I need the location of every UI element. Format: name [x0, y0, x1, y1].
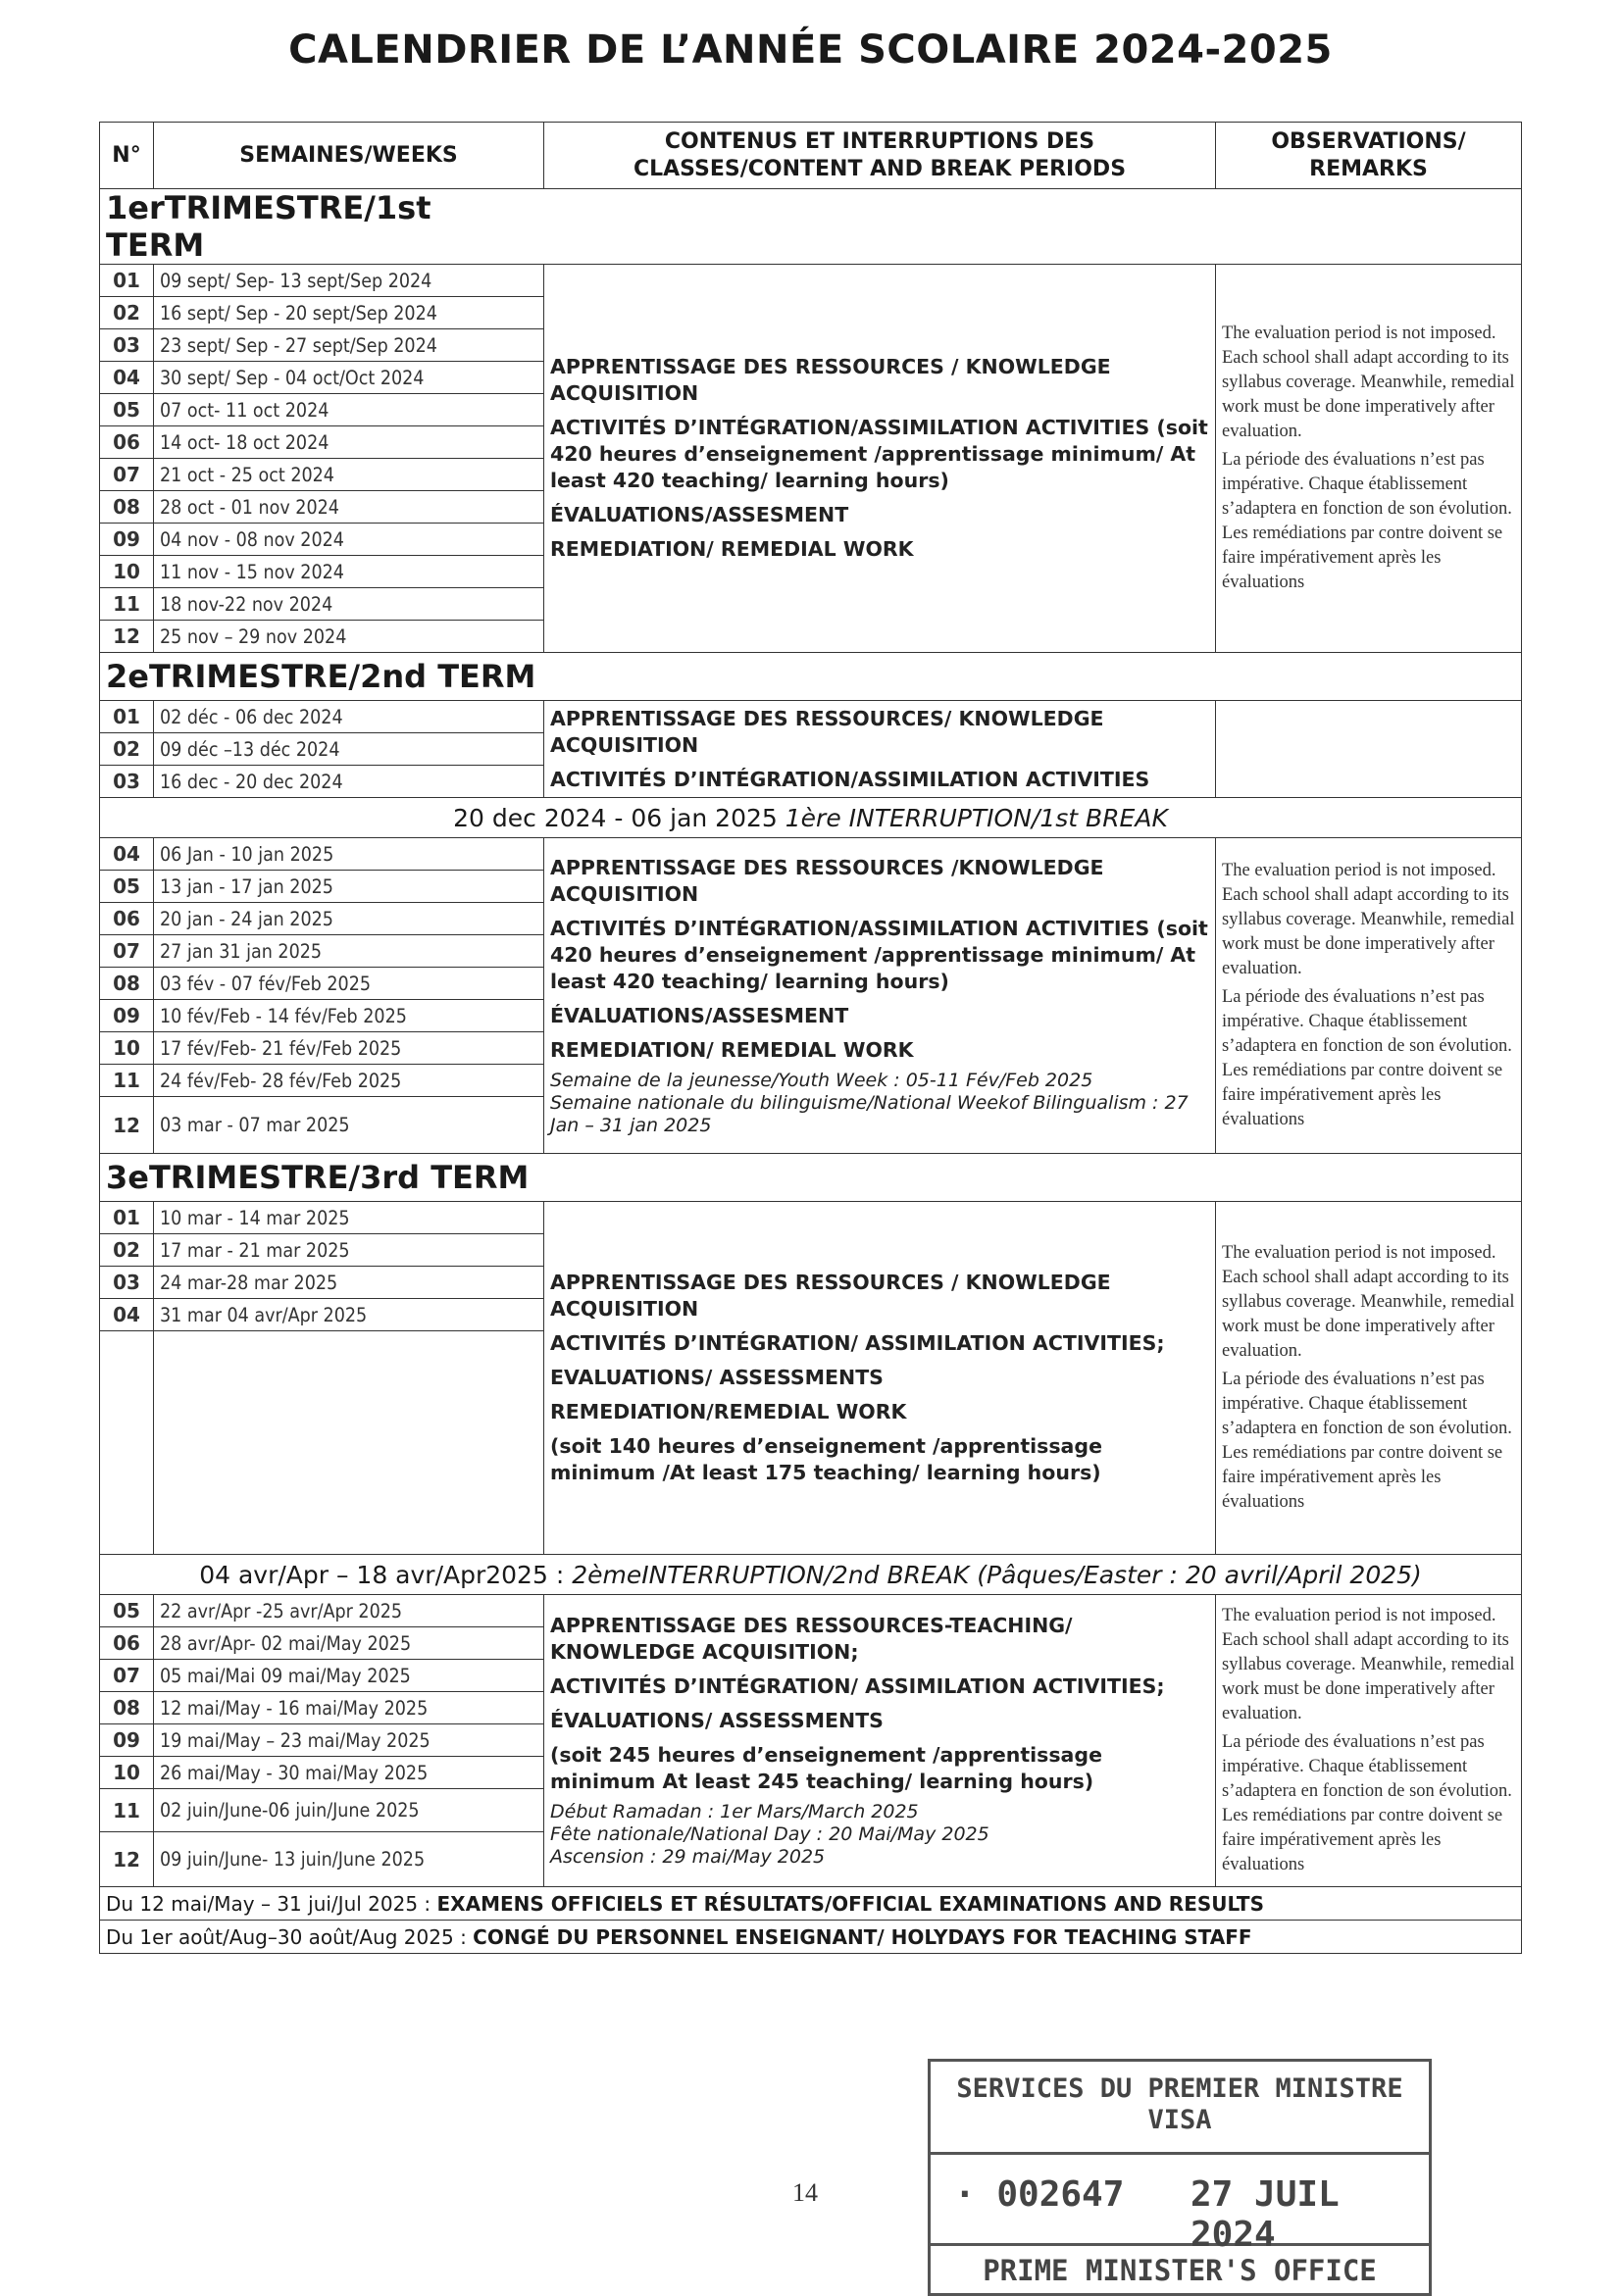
week-dates: 21 oct - 25 oct 2024: [154, 459, 544, 491]
term2b-observations-cell: [1216, 838, 1522, 1154]
observation-en: The evaluation period is not imposed. Each school shall adapt according to its syllabus coverage. Meanwhile, remedial work must be done imperatively after evaluation.: [1222, 1606, 1515, 1723]
term1-observations-cell: [1216, 265, 1522, 653]
term2a-content-line: APPRENTISSAGE DES RESSOURCES/ KNOWLEDGE ACQUISITION: [550, 706, 1104, 757]
term3a-content-line: APPRENTISSAGE DES RESSOURCES / KNOWLEDGE ACQUISITION: [550, 1271, 1111, 1321]
week-dates: 05 mai/Mai 09 mai/May 2025: [154, 1660, 544, 1692]
week-number: 05: [100, 394, 154, 426]
week-number: 11: [100, 1065, 154, 1097]
second-break-dates: 04 avr/Apr – 18 avr/Apr2025 :: [199, 1560, 565, 1589]
week-number: 03: [100, 766, 154, 798]
week-dates: 11 nov - 15 nov 2024: [154, 556, 544, 588]
week-number: 09: [100, 1000, 154, 1032]
observation-en: The evaluation period is not imposed. Each school shall adapt according to its syllabus coverage. Meanwhile, remedial work must be done imperatively after evaluation.: [1222, 1243, 1515, 1361]
week-number: 07: [100, 459, 154, 491]
week-number: 11: [100, 1789, 154, 1832]
term3a-content-cell: [544, 1202, 1216, 1555]
week-row: [100, 701, 1522, 733]
week-row: [100, 838, 1522, 871]
week-dates: 25 nov – 29 nov 2024: [154, 621, 544, 653]
second-break-label: 2èmeINTERRUPTION/2nd BREAK (Pâques/Easter : 20 avril/April 2025): [572, 1560, 1422, 1589]
term3a-content-line: (soit 140 heures d’enseignement /apprentissage minimum /At least 175 teaching/ learning hours): [550, 1434, 1102, 1484]
holidays-row: [100, 1921, 1522, 1954]
page-number: 14: [792, 2178, 818, 2207]
holidays-row-text: CONGÉ DU PERSONNEL ENSEIGNANT/ HOLYDAYS FOR TEACHING STAFF: [473, 1924, 1252, 1949]
exams-row-text: EXAMENS OFFICIELS ET RÉSULTATS/OFFICIAL EXAMINATIONS AND RESULTS: [436, 1891, 1264, 1916]
week-dates: 13 jan - 17 jan 2025: [154, 871, 544, 903]
first-break-label: 1ère INTERRUPTION/1st BREAK: [785, 803, 1168, 832]
week-dates: 17 fév/Feb- 21 fév/Feb 2025: [154, 1032, 544, 1065]
week-row: [100, 1595, 1522, 1627]
term2b-content-cell: [544, 838, 1216, 1154]
holidays-row-dates: Du 1er août/Aug–30 août/Aug 2025 :: [106, 1924, 467, 1949]
week-number: 07: [100, 1660, 154, 1692]
term1-header-row: [100, 189, 1522, 265]
week-dates: 02 juin/June-06 juin/June 2025: [154, 1789, 544, 1832]
second-break: [100, 1555, 1522, 1595]
week-dates: 03 fév - 07 fév/Feb 2025: [154, 968, 544, 1000]
week-dates: 24 mar-28 mar 2025: [154, 1267, 544, 1299]
week-dates: 09 juin/June- 13 juin/June 2025: [154, 1832, 544, 1887]
term3-header-row: [100, 1154, 1522, 1202]
stamp-box: [931, 2152, 1429, 2255]
week-number: 04: [100, 1299, 154, 1331]
week-number: 03: [100, 1267, 154, 1299]
term3-title: 3eTRIMESTRE/3rd TERM: [100, 1154, 544, 1202]
week-number: 08: [100, 491, 154, 524]
term2-title: 2eTRIMESTRE/2nd TERM: [100, 653, 544, 701]
week-dates: 19 mai/May – 23 mai/May 2025: [154, 1724, 544, 1757]
week-number: 09: [100, 524, 154, 556]
week-dates: 09 déc –13 déc 2024: [154, 733, 544, 766]
week-row: [100, 265, 1522, 297]
week-number: 12: [100, 1097, 154, 1154]
first-break-cell: [100, 798, 1522, 838]
week-dates: 20 jan - 24 jan 2025: [154, 903, 544, 935]
term2b-content-line: ÉVALUATIONS/ASSESMENT: [550, 1003, 849, 1027]
header-weeks: SEMAINES/WEEKS: [154, 123, 544, 189]
week-number: 07: [100, 935, 154, 968]
term1-content-line: ÉVALUATIONS/ASSESMENT: [550, 503, 849, 526]
term3a-content-line: REMEDIATION/REMEDIAL WORK: [550, 1400, 907, 1423]
week-dates: 18 nov-22 nov 2024: [154, 588, 544, 621]
week-dates: 14 oct- 18 oct 2024: [154, 426, 544, 459]
observation-en: The evaluation period is not imposed. Each school shall adapt according to its syllabus coverage. Meanwhile, remedial work must be done imperatively after evaluation.: [1222, 861, 1515, 978]
term3b-content-line: (soit 245 heures d’enseignement /apprentissage minimum At least 245 teaching/ learning hours): [550, 1743, 1102, 1793]
week-dates: 09 sept/ Sep- 13 sept/Sep 2024: [154, 265, 544, 297]
term3b-note: Début Ramadan : 1er Mars/March 2025: [550, 1801, 919, 1822]
week-dates: 03 mar - 07 mar 2025: [154, 1097, 544, 1154]
term3a-observations-cell: [1216, 1202, 1522, 1555]
term3-title-filler: [544, 1154, 1522, 1202]
stamp-date: 27 JUIL 2024: [1190, 2174, 1340, 2255]
term2b-note: Semaine de la jeunesse/Youth Week : 05-11 Fév/Feb 2025: [550, 1069, 1093, 1091]
exams-row: [100, 1887, 1522, 1921]
term1-content-line: ACTIVITÉS D’INTÉGRATION/ASSIMILATION ACTIVITIES (soit 420 heures d’enseignement /apprentissage minimum/ At least 420 teaching/ learning hours): [550, 416, 1208, 492]
exams-row-dates: Du 12 mai/May – 31 jui/Jul 2025 :: [106, 1891, 431, 1916]
filler-num: [100, 1331, 154, 1555]
week-dates: 16 sept/ Sep - 20 sept/Sep 2024: [154, 297, 544, 329]
week-dates: 28 avr/Apr- 02 mai/May 2025: [154, 1627, 544, 1660]
week-number: 01: [100, 1202, 154, 1234]
week-number: 02: [100, 297, 154, 329]
week-dates: 12 mai/May - 16 mai/May 2025: [154, 1692, 544, 1724]
term3a-content-line: ACTIVITÉS D’INTÉGRATION/ ASSIMILATION ACTIVITIES;: [550, 1331, 1165, 1355]
term2a-observations-cell: [1216, 701, 1522, 798]
week-number: 05: [100, 1595, 154, 1627]
header-num: N°: [100, 123, 154, 189]
week-number: 03: [100, 329, 154, 362]
week-number: 08: [100, 968, 154, 1000]
stamp-line2: VISA: [1147, 2105, 1212, 2135]
week-number: 02: [100, 733, 154, 766]
term2-header-row: [100, 653, 1522, 701]
week-number: 08: [100, 1692, 154, 1724]
term1-title-filler: [544, 189, 1522, 265]
week-number: 01: [100, 701, 154, 733]
week-dates: 23 sept/ Sep - 27 sept/Sep 2024: [154, 329, 544, 362]
observation-fr: La période des évaluations n’est pas impérative. Chaque établissement s’adaptera en fonction de son évolution. Les remédiations par contre doivent se faire impérativement après les évaluations: [1222, 1370, 1512, 1512]
week-number: 02: [100, 1234, 154, 1267]
holidays-row-cell: [100, 1921, 1522, 1954]
week-dates: 16 dec - 20 dec 2024: [154, 766, 544, 798]
week-number: 11: [100, 588, 154, 621]
week-number: 10: [100, 556, 154, 588]
week-dates: 26 mai/May - 30 mai/May 2025: [154, 1757, 544, 1789]
calendar-table: [99, 122, 1522, 1954]
stamp-ref: · 002647: [954, 2174, 1125, 2215]
week-dates: 04 nov - 08 nov 2024: [154, 524, 544, 556]
header-row: [100, 123, 1522, 189]
term2a-content-cell: [544, 701, 1216, 798]
week-number: 12: [100, 1832, 154, 1887]
week-dates: 24 fév/Feb- 28 fév/Feb 2025: [154, 1065, 544, 1097]
term2-title-filler: [544, 653, 1522, 701]
week-number: 01: [100, 265, 154, 297]
week-number: 05: [100, 871, 154, 903]
official-stamp: [928, 2059, 1432, 2296]
term3b-content-cell: [544, 1595, 1216, 1887]
term2b-content-line: REMEDIATION/ REMEDIAL WORK: [550, 1037, 914, 1062]
week-dates: 31 mar 04 avr/Apr 2025: [154, 1299, 544, 1331]
term3a-content-line: EVALUATIONS/ ASSESSMENTS: [550, 1366, 884, 1389]
week-number: 06: [100, 903, 154, 935]
week-dates: 22 avr/Apr -25 avr/Apr 2025: [154, 1595, 544, 1627]
week-dates: 10 fév/Feb - 14 fév/Feb 2025: [154, 1000, 544, 1032]
observation-fr: La période des évaluations n’est pas impérative. Chaque établissement s’adaptera en fonction de son évolution. Les remédiations par contre doivent se faire impérativement après les évaluations: [1222, 450, 1512, 592]
stamp-line1: SERVICES DU PREMIER MINISTRE: [956, 2073, 1403, 2104]
term3b-content-line: APPRENTISSAGE DES RESSOURCES-TEACHING/ KNOWLEDGE ACQUISITION;: [550, 1614, 1073, 1664]
term3b-observations-cell: [1216, 1595, 1522, 1887]
second-break-cell: [100, 1555, 1522, 1595]
week-number: 04: [100, 838, 154, 871]
document-title: CALENDRIER DE L’ANNÉE SCOLAIRE 2024-2025: [288, 27, 1333, 73]
week-number: 06: [100, 426, 154, 459]
term3b-note: Ascension : 29 mai/May 2025: [550, 1846, 826, 1868]
week-dates: 02 déc - 06 dec 2024: [154, 701, 544, 733]
first-break: [100, 798, 1522, 838]
week-dates: 17 mar - 21 mar 2025: [154, 1234, 544, 1267]
week-row: [100, 1202, 1522, 1234]
header-content: CONTENUS ET INTERRUPTIONS DES CLASSES/CONTENT AND BREAK PERIODS: [544, 123, 1216, 189]
term3b-content-line: ÉVALUATIONS/ ASSESSMENTS: [550, 1709, 884, 1732]
observation-fr: La période des évaluations n’est pas impérative. Chaque établissement s’adaptera en fonction de son évolution. Les remédiations par contre doivent se faire impérativement après les évaluations: [1222, 987, 1512, 1129]
header-observations: OBSERVATIONS/ REMARKS: [1216, 123, 1522, 189]
term2a-content-line: ACTIVITÉS D’INTÉGRATION/ASSIMILATION ACTIVITIES: [550, 767, 1150, 791]
week-dates: 27 jan 31 jan 2025: [154, 935, 544, 968]
week-number: 12: [100, 621, 154, 653]
week-number: 10: [100, 1757, 154, 1789]
week-dates: 10 mar - 14 mar 2025: [154, 1202, 544, 1234]
term1-title: 1erTRIMESTRE/1st TERM: [100, 189, 544, 265]
week-number: 04: [100, 362, 154, 394]
week-dates: 07 oct- 11 oct 2024: [154, 394, 544, 426]
term2b-content-line: APPRENTISSAGE DES RESSOURCES /KNOWLEDGE ACQUISITION: [550, 855, 1104, 906]
week-number: 10: [100, 1032, 154, 1065]
week-dates: 28 oct - 01 nov 2024: [154, 491, 544, 524]
term1-content-line: APPRENTISSAGE DES RESSOURCES / KNOWLEDGE ACQUISITION: [550, 355, 1111, 405]
filler-weeks: [154, 1331, 544, 1555]
observation-fr: La période des évaluations n’est pas impérative. Chaque établissement s’adaptera en fonction de son évolution. Les remédiations par contre doivent se faire impérativement après les évaluations: [1222, 1732, 1512, 1874]
term3b-note: Fête nationale/National Day : 20 Mai/May 2025: [550, 1823, 989, 1845]
term3b-content-line: ACTIVITÉS D’INTÉGRATION/ ASSIMILATION ACTIVITIES;: [550, 1674, 1165, 1698]
stamp-line3: PRIME MINISTER'S OFFICE: [983, 2254, 1377, 2287]
exams-row-cell: [100, 1887, 1522, 1921]
observation-en: The evaluation period is not imposed. Each school shall adapt according to its syllabus coverage. Meanwhile, remedial work must be done imperatively after evaluation.: [1222, 324, 1515, 441]
week-number: 09: [100, 1724, 154, 1757]
week-dates: 06 Jan - 10 jan 2025: [154, 838, 544, 871]
term2b-note: Semaine nationale du bilinguisme/National Weekof Bilingualism : 27 Jan – 31 jan 2025: [550, 1091, 1189, 1136]
term2b-content-line: ACTIVITÉS D’INTÉGRATION/ASSIMILATION ACTIVITIES (soit 420 heures d’enseignement /apprentissage minimum/ At least 420 teaching/ learning hours): [550, 916, 1208, 993]
first-break-dates: 20 dec 2024 - 06 jan 2025: [453, 803, 778, 832]
week-dates: 30 sept/ Sep - 04 oct/Oct 2024: [154, 362, 544, 394]
term1-content-line: REMEDIATION/ REMEDIAL WORK: [550, 537, 914, 561]
week-number: 06: [100, 1627, 154, 1660]
term1-content-cell: [544, 265, 1216, 653]
